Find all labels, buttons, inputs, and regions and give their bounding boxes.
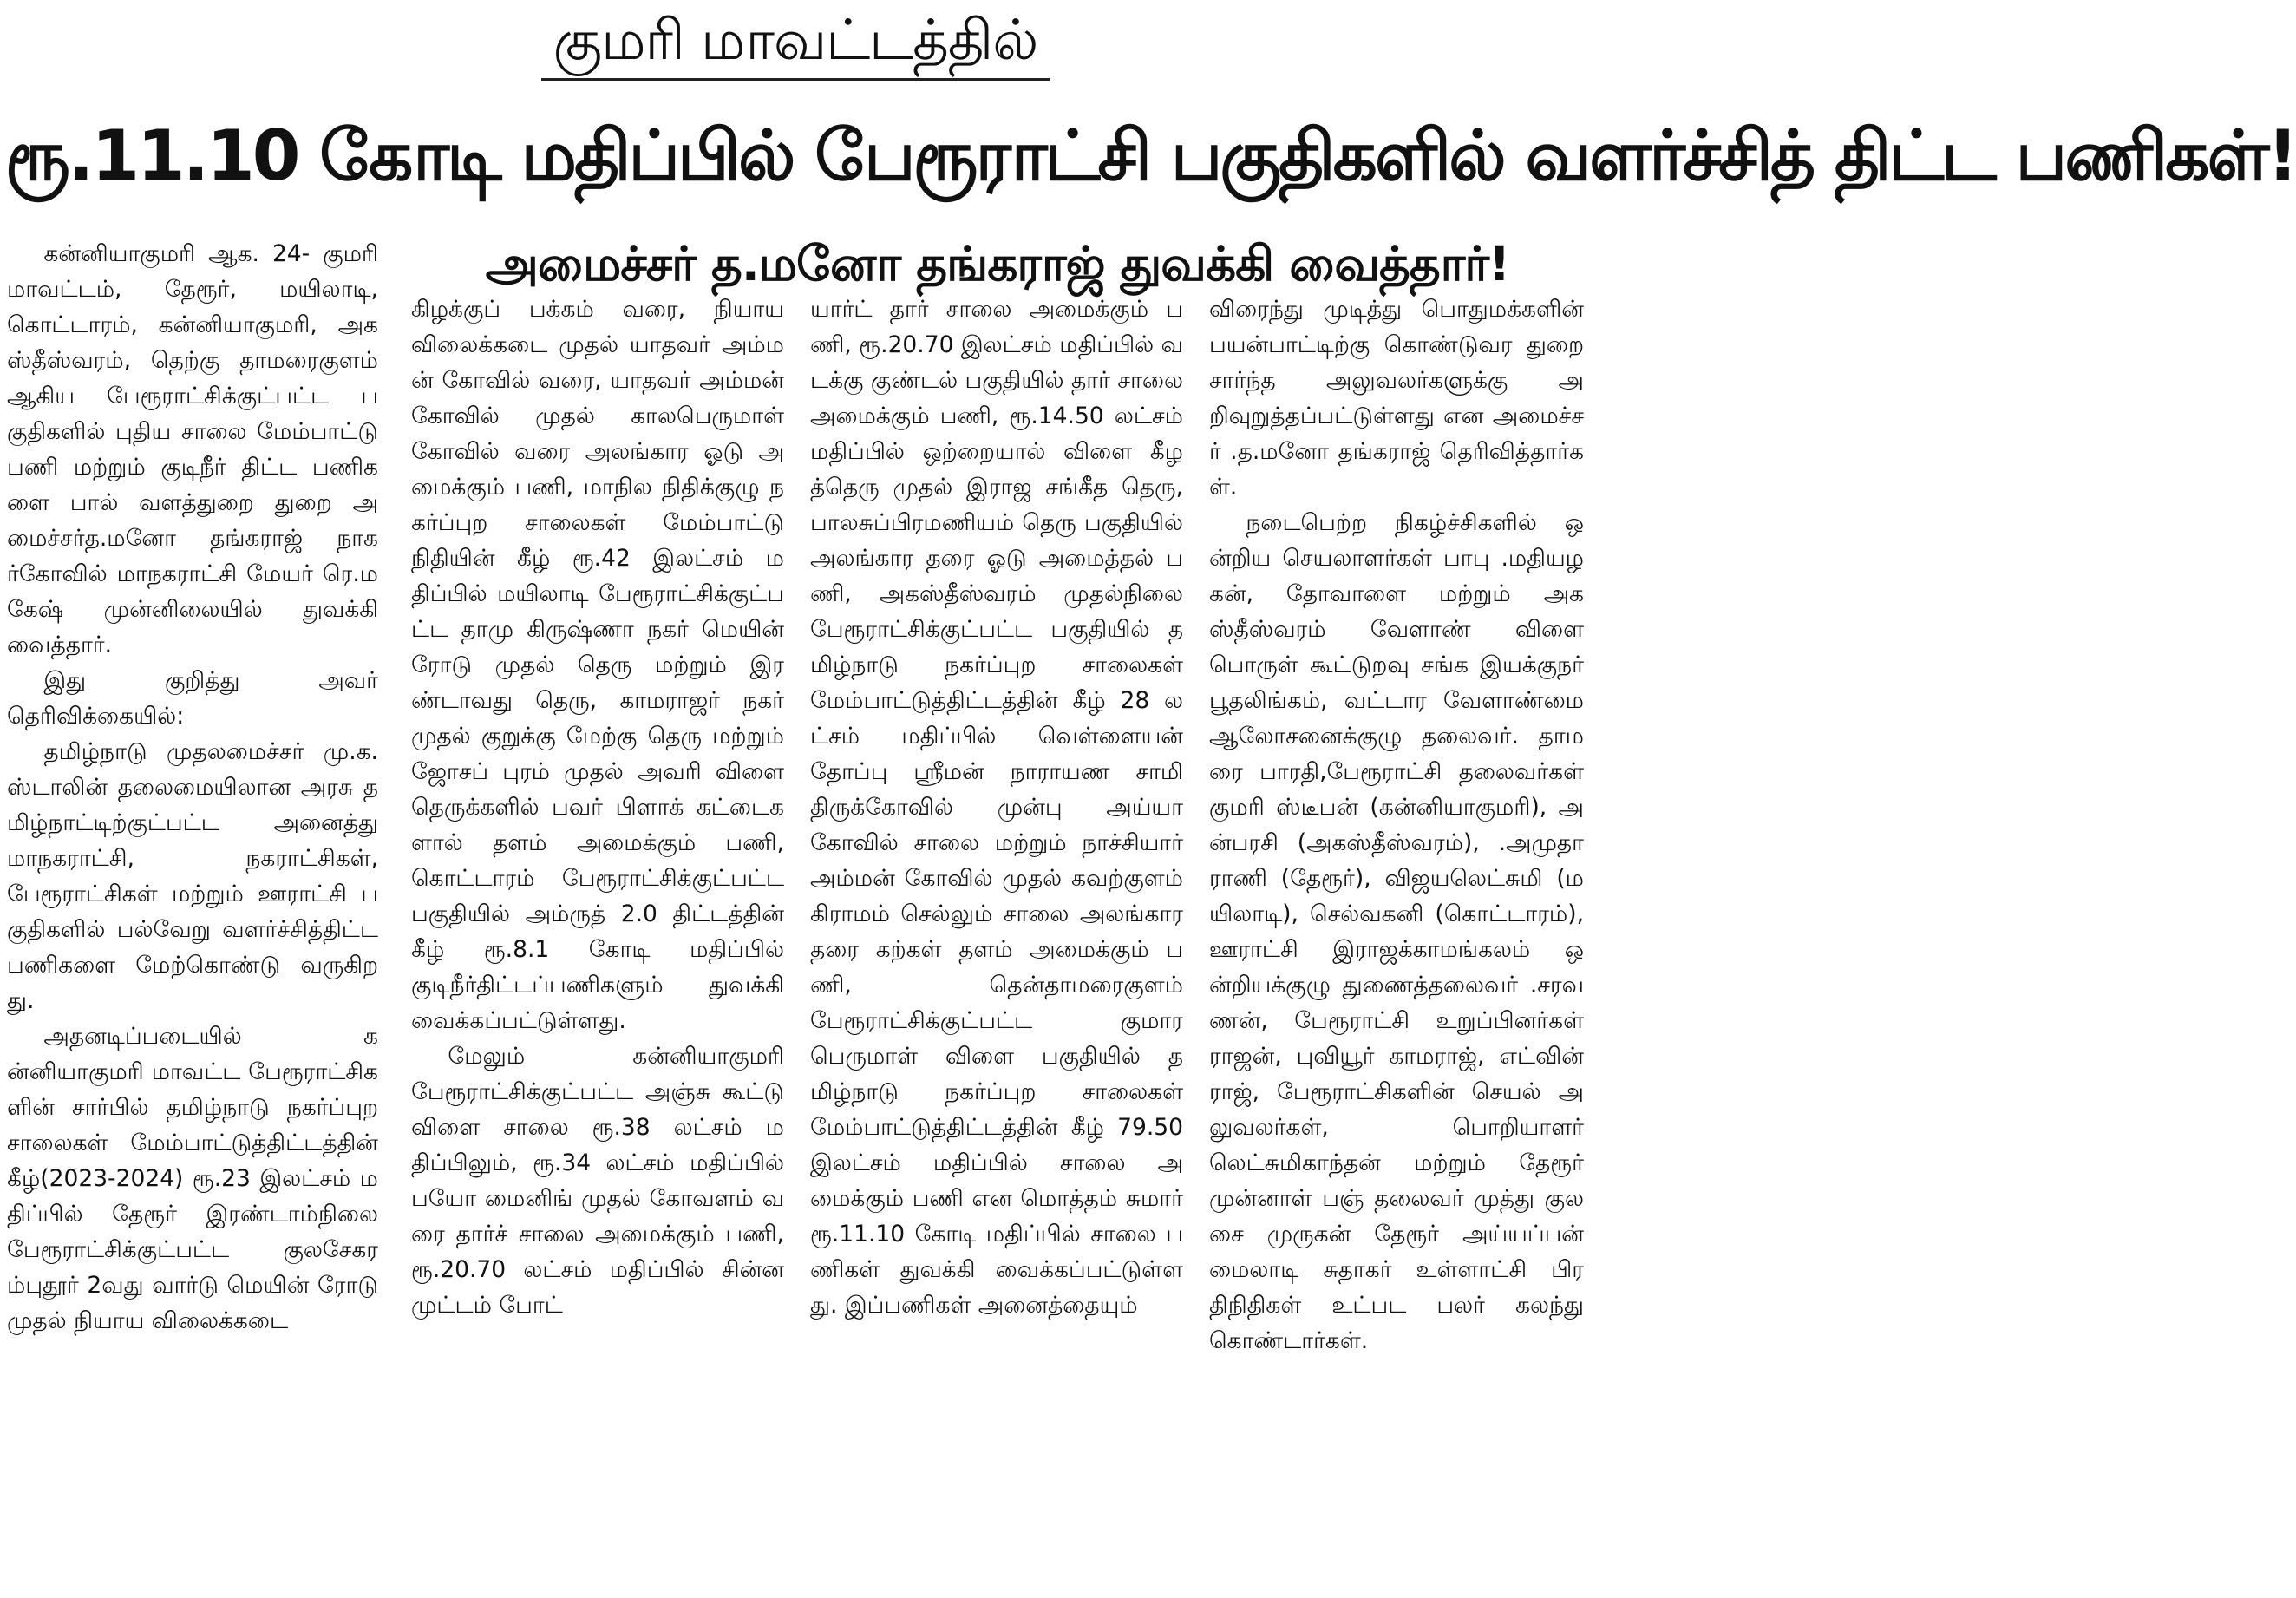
paragraph: விரைந்து முடித்து பொதுமக்களின் பயன்பாட்டிற்கு கொண்டுவர துறை சார்ந்த அலுவலர்களுக்கு அறிவுறுத்தப்பட்டுள்ளது என அமைச்சர் .த.மனோ தங்கராஜ் தெரிவித்தார்கள்.: [1209, 296, 1584, 501]
paragraph: நடைபெற்ற நிகழ்ச்சிகளில் ஒன்றிய செயலாளர்கள் பாபு .மதியழகன், தோவாளை மற்றும் அகஸ்தீஸ்வரம் வேளாண் விளை பொருள் கூட்டுறவு சங்க இயக்குநர் பூதலிங்கம், வட்டார வேளாண்மை ஆலோசனைக்குழு தலைவர். தாமரை பாரதி,பேரூராட்சி தலைவர்கள் குமரி ஸ்டீபன் (கன்னியாகுமரி), அன்பரசி (அகஸ்தீஸ்வரம்), .அமுதா ராணி (தேரூர்), விஜயலெட்சுமி (மயிலாடி), செல்வகனி (கொட்டாரம்), ஊராட்சி இராஜக்காமங்கலம் ஒன்றியக்குழு துணைத்தலைவர் .சரவணன், பேரூராட்சி உறுப்பினர்கள் ராஜன், புவியூர் காமராஜ், எட்வின் ராஜ், பேரூராட்சிகளின் செயல் அலுவலர்கள், பொறியாளர் லெட்சுமிகாந்தன் மற்றும் தேரூர் முன்னாள் பஞ் தலைவர் முத்து குலசை முருகன் தேரூர் அய்யப்பன் மைலாடி சுதாகர் உள்ளாட்சி பிரதிநிதிகள் உட்பட பலர் கலந்து கொண்டார்கள்.: [1209, 509, 1584, 1354]
paragraph: அதனடிப்படையில் கன்னியாகுமரி மாவட்ட பேரூராட்சிகளின் சார்பில் தமிழ்நாடு நகர்ப்புற சாலைகள் மேம்பாட்டுத்திட்டத்தின் கீழ்(2023-2024) ரூ.23 இலட்சம் மதிப்பில் தேரூர் இரண்டாம்நிலை பேரூராட்சிக்குட்பட்ட குலசேகரம்புதூர் 2வது வார்டு மெயின் ரோடு முதல் நியாய விலைக்கடை: [7, 1023, 378, 1334]
article-column-1: [7, 236, 378, 1595]
article-column-4: [1209, 291, 1584, 1595]
paragraph: இது குறித்து அவர் தெரிவிக்கையில்:: [7, 667, 378, 730]
article-column-2: [411, 291, 784, 1595]
paragraph: கிழக்குப் பக்கம் வரை, நியாய விலைக்கடை முதல் யாதவர் அம்மன் கோவில் வரை, யாதவர் அம்மன் கோவில் முதல் காலபெருமாள் கோவில் வரை அலங்கார ஓடு அமைக்கும் பணி, மாநில நிதிக்குழு நகர்ப்புற சாலைகள் மேம்பாட்டு நிதியின் கீழ் ரூ.42 இலட்சம் மதிப்பில் மயிலாடி பேரூராட்சிக்குட்பட்ட தாமு கிருஷ்ணா நகர் மெயின் ரோடு முதல் தெரு மற்றும் இரண்டாவது தெரு, காமராஜர் நகர் முதல் குறுக்கு மேற்கு தெரு மற்றும் ஜோசப் புரம் முதல் அவரி விளை தெருக்களில் பவர் பிளாக் கட்டைகளால் தளம் அமைக்கும் பணி, கொட்டாரம் பேரூராட்சிக்குட்பட்ட பகுதியில் அம்ருத் 2.0 திட்டத்தின் கீழ் ரூ.8.1 கோடி மதிப்பில் குடிநீர்திட்டப்பணிகளும் துவக்கி வைக்கப்பட்டுள்ளது.: [411, 296, 784, 1034]
headline: ரூ.11.10 கோடி மதிப்பில் பேரூராட்சி பகுதிகளில் வளர்ச்சித் திட்ட பணிகள்!: [5, 115, 2296, 196]
paragraph: கன்னியாகுமரி ஆக. 24- குமரி மாவட்டம், தேரூர், மயிலாடி, கொட்டாரம், கன்னியாகுமரி, அகஸ்தீஸ்வரம், தெற்கு தாமரைகுளம் ஆகிய பேரூராட்சிக்குட்பட்ட பகுதிகளில் புதிய சாலை மேம்பாட்டு பணி மற்றும் குடிநீர் திட்ட பணிகளை பால் வளத்துறை துறை அமைச்சர்த.மனோ தங்கராஜ் நாகர்கோவில் மாநகராட்சி மேயர் ரெ.மகேஷ் முன்னிலையில் துவக்கி வைத்தார்.: [7, 240, 378, 658]
paragraph: மேலும் கன்னியாகுமரி பேரூராட்சிக்குட்பட்ட அஞ்சு கூட்டு விளை சாலை ரூ.38 லட்சம் மதிப்பிலும், ரூ.34 லட்சம் மதிப்பில் பயோ மைனிங் முதல் கோவளம் வரை தார்ச் சாலை அமைக்கும் பணி, ரூ.20.70 லட்சம் மதிப்பில் சின்ன முட்டம் போட்: [411, 1043, 784, 1319]
subheadline: அமைச்சர் த.மனோ தங்கராஜ் துவக்கி வைத்தார்!: [485, 236, 1510, 291]
paragraph: யார்ட் தார் சாலை அமைக்கும் பணி, ரூ.20.70 இலட்சம் மதிப்பில் வடக்கு குண்டல் பகுதியில் தார் சாலை அமைக்கும் பணி, ரூ.14.50 லட்சம் மதிப்பில் ஒற்றையால் விளை கீழத்தெரு முதல் இராஜ சங்கீத தெரு, பாலசுப்பிரமணியம் தெரு பகுதியில் அலங்கார தரை ஓடு அமைத்தல் பணி, அகஸ்தீஸ்வரம் முதல்நிலை பேரூராட்சிக்குட்பட்ட பகுதியில் தமிழ்நாடு நகர்ப்புற சாலைகள் மேம்பாட்டுத்திட்டத்தின் கீழ் 28 லட்சம் மதிப்பில் வெள்ளையன் தோப்பு ஸ்ரீமன் நாராயண சாமி திருக்கோவில் முன்பு அய்யா கோவில் சாலை மற்றும் நாச்சியார் அம்மன் கோவில் முதல் கவற்குளம் கிராமம் செல்லும் சாலை அலங்கார தரை கற்கள் தளம் அமைக்கும் பணி, தென்தாமரைகுளம் பேரூராட்சிக்குட்பட்ட குமார பெருமாள் விளை பகுதியில் தமிழ்நாடு நகர்ப்புற சாலைகள் மேம்பாட்டுத்திட்டத்தின் கீழ் 79.50 இலட்சம் மதிப்பில் சாலை அமைக்கும் பணி என மொத்தம் சுமார் ரூ.11.10 கோடி மதிப்பில் சாலை பணிகள் துவக்கி வைக்கப்பட்டுள்ளது. இப்பணிகள் அனைத்தையும்: [810, 296, 1183, 1319]
kicker-text: குமரி மாவட்டத்தில்: [541, 5, 1050, 81]
paragraph: தமிழ்நாடு முதலமைச்சர் மு.க.ஸ்டாலின் தலைமையிலான அரசு தமிழ்நாட்டிற்குட்பட்ட அனைத்து மாநகராட்சி, நகராட்சிகள், பேரூராட்சிகள் மற்றும் ஊராட்சி பகுதிகளில் பல்வேறு வளர்ச்சித்திட்ட பணிகளை மேற்கொண்டு வருகிறது.: [7, 738, 378, 1014]
article-column-3: [810, 291, 1183, 1595]
kicker: [0, 5, 1591, 81]
